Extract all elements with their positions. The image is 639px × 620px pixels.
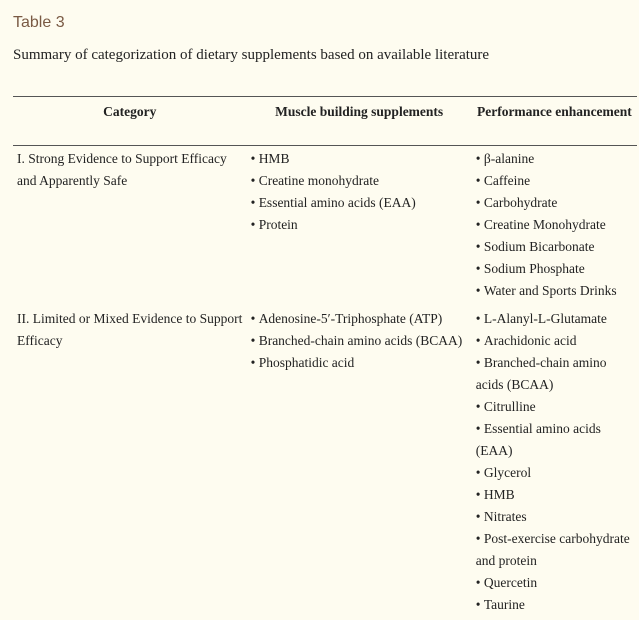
muscle-list [251,308,468,374]
table-row [13,146,637,307]
category-cell: II. Limited or Mixed Evidence to Support Efficacy [17,311,243,348]
muscle-cell [247,306,472,620]
list-item: • Essential amino acids (EAA) [251,192,468,214]
supplements-table [13,96,637,620]
list-item: • Branched-chain amino acids (BCAA) [476,352,633,396]
list-item: • HMB [476,484,633,506]
performance-cell [472,306,637,620]
table-caption: Summary of categorization of dietary supplements based on available literature [13,47,490,63]
list-item: • Citrulline [476,396,633,418]
list-item: • β-alanine [476,148,633,170]
list-item: • Carbohydrate [476,192,633,214]
list-item: • Creatine Monohydrate [476,214,633,236]
list-item: • Sodium Bicarbonate [476,236,633,258]
list-item: • HMB [251,148,468,170]
list-item: • Sodium Phosphate [476,258,633,280]
list-item: • Nitrates [476,506,633,528]
list-item: • Branched-chain amino acids (BCAA) [251,330,468,352]
performance-cell [472,146,637,307]
performance-list [476,308,633,616]
list-item: • Phosphatidic acid [251,352,468,374]
list-item: • Caffeine [476,170,633,192]
list-item: • Post-exercise carbohydrate and protein [476,528,633,572]
muscle-list [251,148,468,236]
list-item: • Arachidonic acid [476,330,633,352]
muscle-cell [247,146,472,307]
performance-list [476,148,633,302]
table-row [13,306,637,620]
list-item: • Creatine monohydrate [251,170,468,192]
list-item: • Adenosine-5′-Triphosphate (ATP) [251,308,468,330]
header-category: Category [13,97,247,146]
table-header-row [13,97,637,146]
list-item: • Quercetin [476,572,633,594]
list-item: • Water and Sports Drinks [476,280,633,302]
table-label: Table 3 [13,14,65,31]
category-cell: I. Strong Evidence to Support Efficacy and Apparently Safe [17,151,227,188]
list-item: • Glycerol [476,462,633,484]
list-item: • L-Alanyl-L-Glutamate [476,308,633,330]
list-item: • Essential amino acids (EAA) [476,418,633,462]
list-item: • Protein [251,214,468,236]
header-muscle-building: Muscle building supplements [247,97,472,146]
header-performance-enhancement: Performance enhancement [472,97,637,146]
list-item: • Taurine [476,594,633,616]
